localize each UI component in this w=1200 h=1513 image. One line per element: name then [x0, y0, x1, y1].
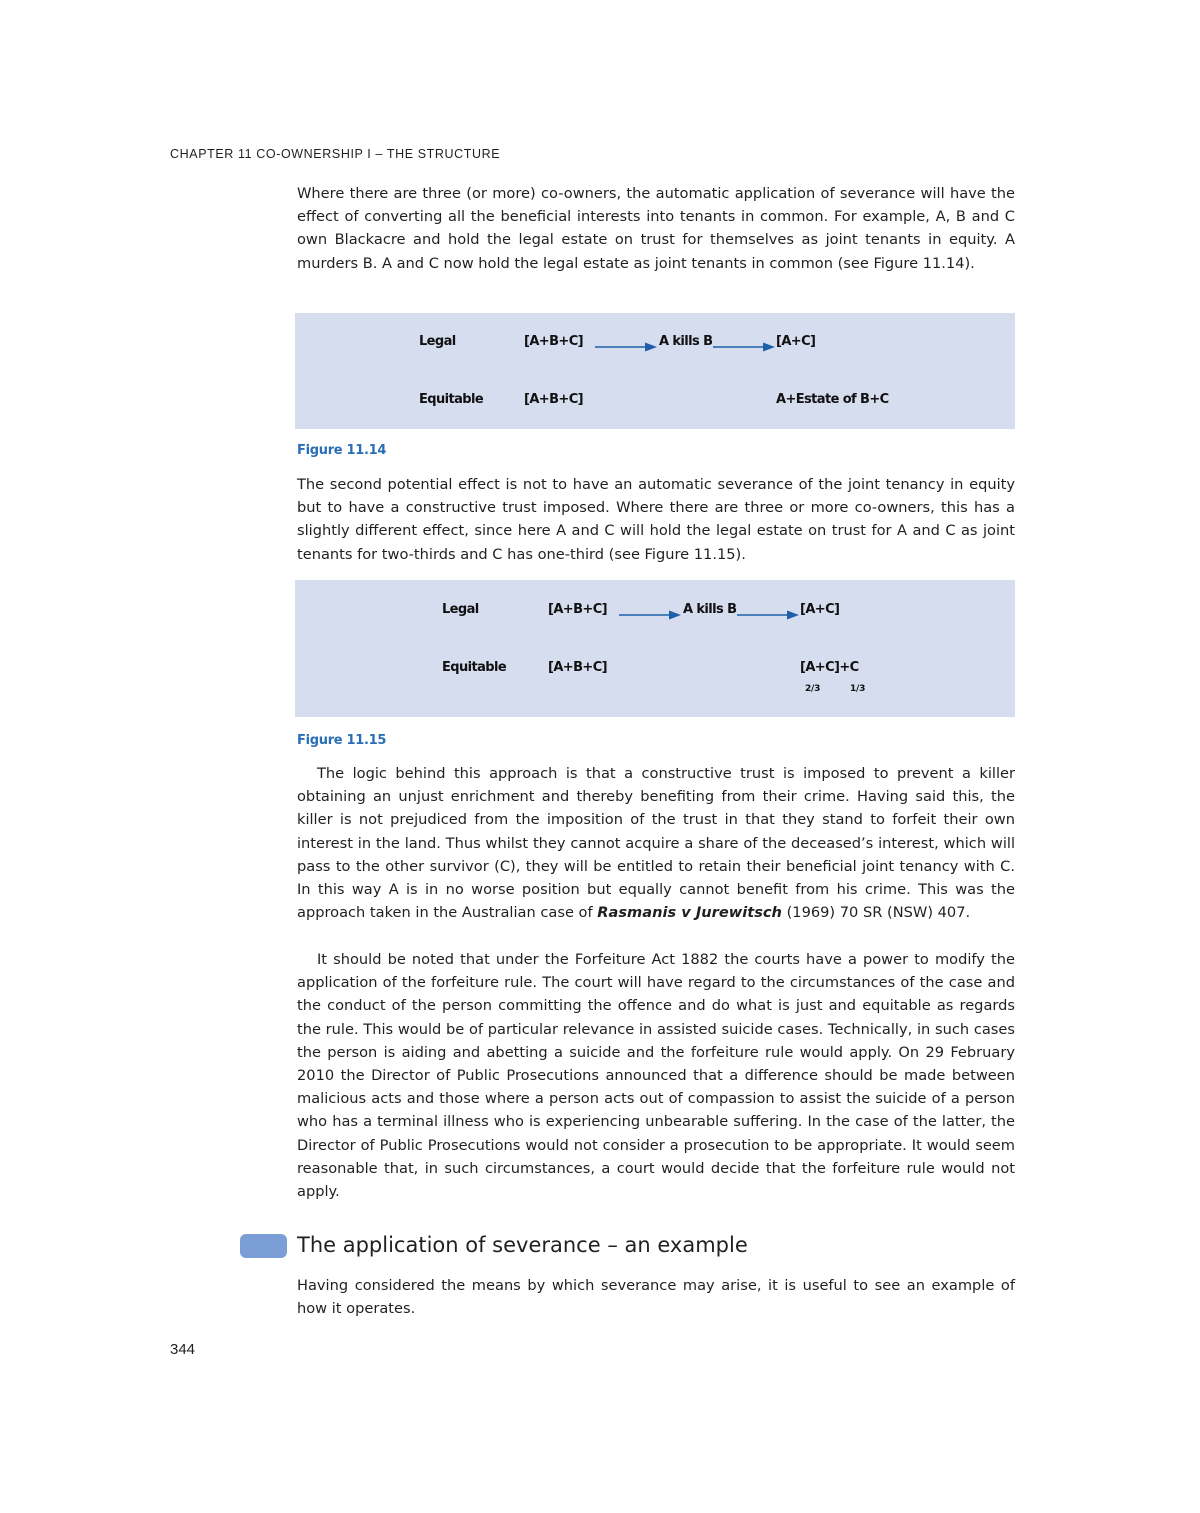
fraction-two-thirds: 2/3	[805, 684, 821, 694]
section-heading: The application of severance – an example	[297, 1233, 748, 1257]
arrow-icon	[713, 342, 775, 352]
legal-event-node: A kills B	[683, 602, 737, 617]
paragraph-example-intro: Having considered the means by which severance may arise, it is useful to see an example of how it operates.	[297, 1277, 1015, 1318]
figure-11-15-diagram	[295, 580, 1015, 717]
figure-11-15-caption: Figure 11.15	[297, 733, 387, 748]
legal-end-node: [A+C]	[776, 334, 816, 349]
legal-start-node: [A+B+C]	[548, 602, 607, 617]
paragraph-logic	[297, 762, 1015, 924]
page-number: 344	[170, 1341, 196, 1358]
equitable-label: Equitable	[442, 660, 507, 675]
legal-event-node: A kills B	[659, 334, 713, 349]
legal-start-node: [A+B+C]	[524, 334, 583, 349]
running-head: CHAPTER 11 CO-OWNERSHIP I – THE STRUCTURE	[170, 147, 501, 161]
paragraph-three-co-owners: Where there are three (or more) co-owners, the automatic application of severance will have the effect of converting all the beneficial interests into tenants in common. For example, A, B and C own Blackacre and hold the legal estate on trust for themselves as joint tenants in equity. A murders B. A and C now hold the legal estate as joint tenants in common (see Figure 11.14).	[297, 185, 1015, 272]
case-name: Rasmanis v Jurewitsch	[597, 904, 782, 922]
equitable-label: Equitable	[419, 392, 484, 407]
arrow-icon	[619, 610, 681, 620]
equitable-end-node: A+Estate of B+C	[776, 392, 889, 407]
equitable-end-node: [A+C]+C	[800, 660, 859, 675]
arrow-icon	[737, 610, 799, 620]
equitable-start-node: [A+B+C]	[548, 660, 607, 675]
figure-11-14-diagram	[295, 313, 1015, 429]
fraction-one-third: 1/3	[850, 684, 866, 694]
figure-11-14-caption: Figure 11.14	[297, 443, 387, 458]
legal-label: Legal	[419, 334, 456, 349]
paragraph-forfeiture-act: It should be noted that under the Forfeiture Act 1882 the courts have a power to modify the application of the forfeiture rule. The court will have regard to the circumstances of the case and the conduct of the person committing the offence and do what is just and equitable as regards the rule. This would be of particular relevance in assisted suicide cases. Technically, in such cases the person is aiding and abetting a suicide and the forfeiture rule would apply. On 29 February 2010 the Director of Public Prosecutions announced that a difference should be made between malicious acts and those where a person acts out of compassion to assist the suicide of a person who has a terminal illness who is experiencing unbearable suffering. In the case of the latter, the Director of Public Prosecutions would not consider a prosecution to be appropriate. It would seem reasonable that, in such circumstances, a court would decide that the forfeiture rule would not apply.	[297, 951, 1015, 1201]
paragraph-constructive-trust: The second potential effect is not to have an automatic severance of the joint tenancy in equity but to have a constructive trust imposed. Where there are three or more co-owners, this has a slightly different effect, since here A and C will hold the legal estate on trust for A and C as joint tenants for two-thirds and C has one-third (see Figure 11.15).	[297, 476, 1015, 563]
paragraph-logic-text: The logic behind this approach is that a constructive trust is imposed to prevent a killer obtaining an unjust enrichment and thereby benefiting from their crime. Having said this, the killer is not prejudiced from the imposition of the trust in that they stand to forfeit their own interest in the land. Thus whilst they cannot acquire a share of the deceased’s interest, which will pass to the other survivor (C), they will be entitled to retain their beneficial joint tenancy with C. In this way A is in no worse position but equally cannot benefit from his crime. This was the approach taken in the Australian case of	[297, 765, 1015, 922]
legal-label: Legal	[442, 602, 479, 617]
section-marker	[240, 1234, 287, 1258]
equitable-start-node: [A+B+C]	[524, 392, 583, 407]
arrow-icon	[595, 342, 657, 352]
paragraph-logic-citation: (1969) 70 SR (NSW) 407.	[781, 904, 971, 922]
legal-end-node: [A+C]	[800, 602, 840, 617]
